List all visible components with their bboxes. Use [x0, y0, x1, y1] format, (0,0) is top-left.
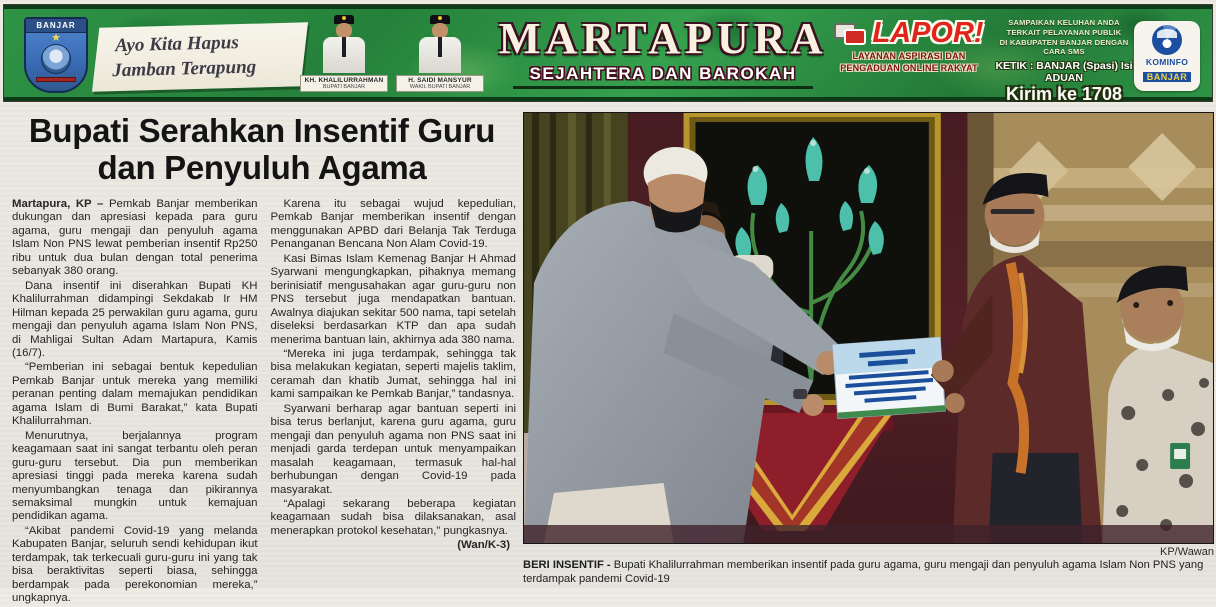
kominfo-banjar-logo	[1134, 21, 1200, 91]
paragraph: “Apalagi sekarang beberapa kegiatan keagamaan sudah bisa dilaksanakan, asal menerapkan protokol kesehatan,” pungkasnya.	[270, 497, 516, 537]
kominfo-name: KOMINFO	[1145, 57, 1189, 67]
slogan-line2: Jamban Terapung	[111, 56, 257, 82]
dateline: Martapura, KP –	[12, 198, 104, 210]
photo-credit: KP/Wawan	[1159, 546, 1214, 558]
official-portrait-bupati	[300, 15, 388, 101]
article-column-2	[271, 198, 517, 607]
floor	[524, 525, 1213, 543]
kominfo-sub: BANJAR	[1143, 72, 1192, 82]
wakil-portrait-photo	[413, 15, 467, 73]
city-name: MARTAPURA	[498, 14, 828, 63]
article-byline: (Wan/K-3)	[457, 539, 510, 552]
paragraph	[12, 198, 258, 279]
paragraph: Menurutnya, berjalannya program keagamaan saat ini sangat terbantu oleh peran guru-guru tersebut. Dia pun memberikan apresiasi tinggi pada mereka karena sudah menyumbangkan tenaga dan pikirannya semaksimal mungkin untuk kemajuan pendidikan agama.	[12, 429, 258, 523]
bupati-title: BUPATI BANJAR	[322, 84, 366, 90]
official-portrait-wakil-bupati	[396, 15, 484, 101]
paragraph: “Pemberian ini sebagai bentuk kepedulian Pemkab Banjar untuk mereka yang memiliki peranan penting dalam memajukan pendidikan agama Islam di Bumi Barakat,” kata Bupati Khalilurrahman.	[12, 361, 258, 428]
slogan-line1: Ayo Kita Hapus	[114, 32, 239, 57]
paragraph: “Akibat pandemi Covid-19 yang melanda Kabupaten Banjar, seluruh sendi kehidupan ikut terdampak, tak terkecuali guru-guru ini yang tak bisa beraktivitas seperti biasa, sehingga berdampak pada perekonomian mereka,” ungkapnya.	[12, 524, 258, 605]
news-photo	[523, 112, 1214, 544]
uniform	[323, 37, 365, 73]
wakil-label	[396, 75, 484, 92]
lapor-title: LAPOR!	[872, 17, 984, 49]
paragraph: Karena itu sebagai wujud kepedulian, Pemkab Banjar memberikan insentif dengan menggunakan APBD dari Belanja Tak Terduga Penanganan Bencana Non Alam Covid-19.	[270, 198, 516, 251]
paragraph-text: Pemkab Banjar memberikan dukungan dan apresiasi kepada para guru agama, guru mengaji dan penyuluh agama Islam Non PNS lewat pemberian insentif Rp250 ribu untuk dua bulan dengan total penerima sebanyak 380 orang.	[12, 198, 258, 278]
wristwatch	[793, 389, 807, 399]
crest-title: BANJAR	[26, 19, 86, 33]
sms-ketik-line: KETIK : BANJAR (Spasi) Isi ADUAN	[995, 60, 1133, 84]
eyeglasses	[991, 209, 1035, 214]
bupati-portrait-photo	[317, 15, 371, 73]
banjar-crest-logo	[24, 17, 88, 93]
sms-line3: DI KABUPATEN BANJAR DENGAN CARA SMS	[999, 37, 1129, 57]
tagline-rule	[513, 86, 813, 89]
article-headline	[8, 113, 516, 187]
lapor-service-block	[830, 17, 988, 74]
sms-kirim-line: Kirim ke 1708	[1005, 84, 1123, 104]
article-column-1	[12, 198, 258, 607]
masthead-banner	[4, 5, 1212, 104]
lapor-subtitle-1: LAYANAN ASPIRASI DAN	[852, 51, 966, 61]
sms-complaint-block	[990, 18, 1138, 105]
paragraph: Dana insentif ini diserahkan Bupati KH Khalilurrahman didampingi Sekdakab Ir HM Hilman kepada 25 perwakilan guru agama, guru mengaji dan penyuluh agama Islam Non PNS, di Mahligai Sultan Adam Martapura, Kamis (16/7).	[12, 279, 258, 359]
crest-band	[36, 77, 76, 82]
photo-caption	[523, 558, 1214, 586]
paragraph: Kasi Bimas Islam Kemenag Banjar H Ahmad Syarwani mengungkapkan, pihaknya memang berinisiatif mengusahakan agar guru-guru non PNS tersebut juga mendapatkan bantuan. Awalnya diajukan sekitar 500 nama, tapi setelah diseleksi berdasarkan KTP dan apa sudah menerima bantuan lain, akhirnya ada 380 nama.	[270, 252, 516, 346]
headline-line2: dan Penyuluh Agama	[97, 148, 427, 186]
kominfo-swirl-icon	[1152, 25, 1182, 55]
face	[432, 23, 448, 38]
paragraph: “Mereka ini juga terdampak, sehingga tak bisa melakukan kegiatan, seperti majelis taklim, ceramah dan khatib Jumat, sehingga hal ini kami sampaikan ke Pemkab Banjar,” tandasnya.	[270, 347, 516, 401]
sms-line1: SAMPAIKAN KELUHAN ANDA	[1008, 18, 1120, 27]
crest-star-icon: ★	[51, 32, 61, 44]
city-tagline: SEJAHTERA DAN BAROKAH	[529, 64, 797, 83]
uniform	[419, 37, 461, 73]
paragraph: Syarwani berharap agar bantuan seperti ini bisa terus berlanjut, karena guru agama, guru mengaji dan penyuluh agama non PNS saat ini menjadi garda terdepan untuk menyampaikan masalah keagamaan, termasuk hal-hal berhubungan dengan Covid-19 pada masyarakat.	[270, 402, 516, 496]
news-photo-illustration	[524, 113, 1213, 543]
face	[336, 23, 352, 38]
certificate-board	[833, 337, 946, 418]
crest-emblem-icon	[41, 44, 71, 74]
lapor-subtitle-2: PENGADUAN ONLINE RAKYAT	[840, 63, 978, 74]
bupati-name: KH. KHALILURRAHMAN	[304, 77, 384, 84]
city-masthead	[496, 14, 830, 89]
wakil-title: WAKIL BUPATI BANJAR	[409, 84, 471, 90]
article-body	[12, 198, 516, 607]
sms-line2: TERKAIT PELAYANAN PUBLIK	[1006, 27, 1122, 37]
speech-bubbles-icon	[834, 21, 868, 47]
wakil-name: H. SAIDI MANSYUR	[408, 77, 472, 84]
slogan-ribbon	[92, 22, 308, 91]
headline-line1: Bupati Serahkan Insentif Guru	[28, 112, 496, 149]
caption-lead: BERI INSENTIF -	[523, 559, 611, 571]
bupati-label	[300, 75, 388, 92]
caption-text: Bupati Khalilurrahman memberikan insentif pada guru agama, guru mengaji dan penyuluh agama Islam Non PNS yang terdampak pandemi Covid-19	[523, 559, 1204, 585]
